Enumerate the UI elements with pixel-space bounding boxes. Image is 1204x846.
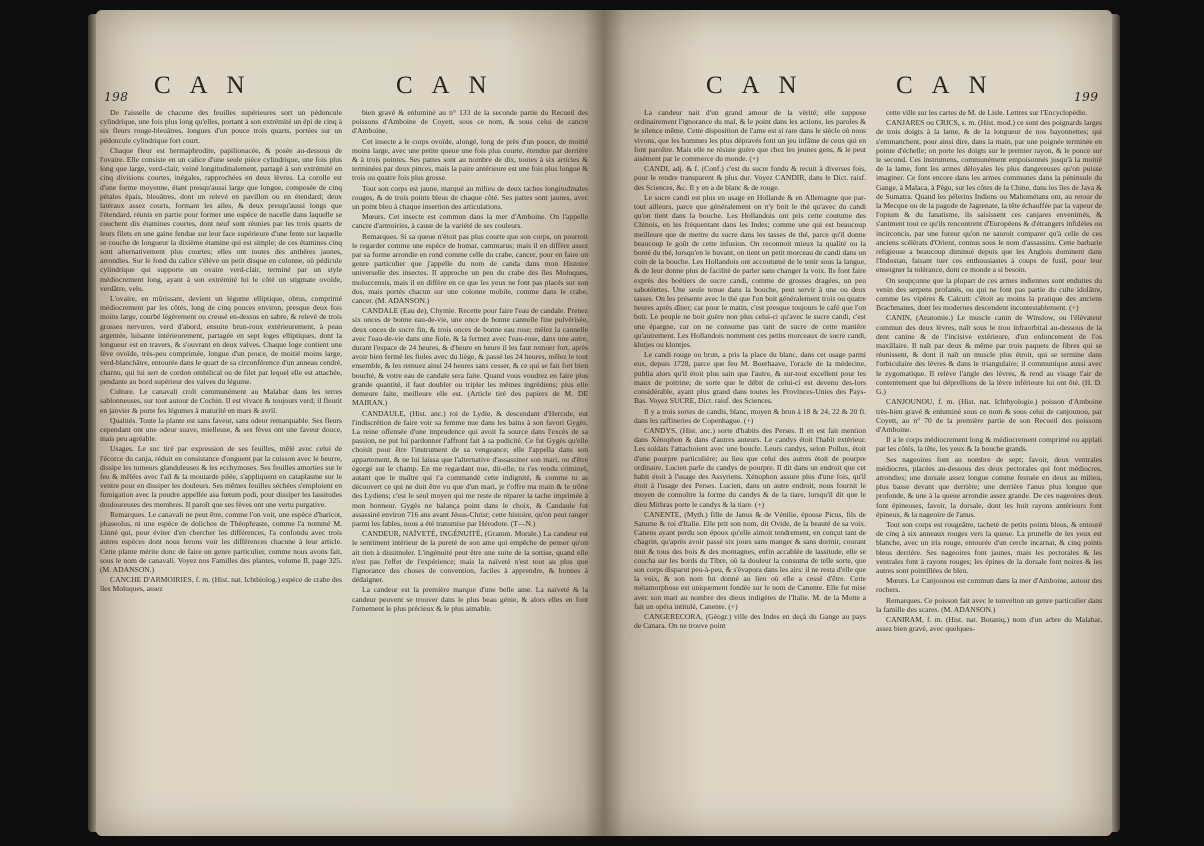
left-page-header bbox=[96, 68, 604, 102]
page-number: 199 bbox=[1074, 90, 1099, 104]
right-page bbox=[604, 10, 1112, 836]
paragraph: Le candi rouge ou brun, a pris la place du blanc, dans cet usage parmi eux, depuis 1728, parce que feu M. Boerhaave, l'oracle de la médecine, publia alors qu'il étoit plus sain que l'autre, & sur-tout excellent pour les maux de poitrine; de sorte que le débit de celui-ci est devenu des-lors considérable, ayant plus grand dans toutes les Provinces-Unies des Pays-Bas. Voyez SUCRE, Dict. raisf. des Sciences. bbox=[634, 350, 866, 406]
left-page-column-2 bbox=[352, 108, 588, 708]
paragraph: Ses nageoires font au nombre de sept; favoir, deux ventrales médiocres, placées au-dessous des deux pectorales qui font médiocres, arrondies; une dorsale assez longue comme festuée en deux au milieu, plus basse devant que derrière; une derrière l'anus plus longue que profonde, & une à la queue arrondie assez grande. De ces nageoires deux font épineuses, favoir, la dorsale, dont les huit rayons antérieurs font épineux, & la nageoire de l'anus. bbox=[876, 454, 1102, 519]
paragraph: La candeur nait d'un grand amour de la vérité; elle suppose ordinairement l'ignorance du mal, & le point dans les actions, les paroles & le silence même. Cette disposition de l'ame est si rare dans le siècle où nous vivons, que les hommes les plus dépravés font un jeu infâme de ceux qui en font paroître. Mais elle ne résiste guère que chez les jeunes gens, & le peut aisément par le commerce du monde. (+) bbox=[634, 108, 866, 164]
right-page-column-1 bbox=[634, 108, 866, 708]
paragraph: bien gravé & enluminé au n° 133 de la seconde partie du Recueil des poissons d'Amboine de Coyett, sous ce nom, & sous celui de cancre d'Amboine. bbox=[352, 108, 588, 136]
paragraph: Remarques. Ce poisson fait avec le tonvelton un genre particulier dans la famille des scares. (M. ADANSON.) bbox=[876, 595, 1102, 614]
left-page bbox=[96, 10, 604, 836]
paragraph: Qualités. Toute la plante est sans faveur, sans odeur remarquable. Ses fleurs cependant ont une odeur suave, mielleuse, & ses fèves ont une faveur douce, mais peu agréable. bbox=[100, 415, 342, 444]
paragraph: CANIN, (Anatomie.) Le muscle canin de Winslow, ou l'élévateur commun des deux lèvres, naît sous le trou infraorbital au-dessous de la dent canine & de l'incisive extérieure, d'un enfoncement de l'os maxillaire. Il naît par deux & même par trois paquets de fibres qui se réunissent, & dont il naît un muscle plus étroit, qui se termine dans l'orbiculaire des lèvres & dans le triangulaire; il communique aussi avec le zygomatique. Il relève l'angle des lèvres, & rend au visage l'air de contentement que lui déprellions de la lèvre inférieure lui ont ôté. (H. D. G.) bbox=[876, 313, 1102, 397]
running-head-left: C A N bbox=[154, 72, 252, 99]
left-page-column-1 bbox=[100, 108, 342, 708]
paragraph: CANDALE (Eau de), Chymie. Recette pour faire l'eau de candale. Prenez six onces de bonne eau-de-vie, une once de bonne cannelle fine pulvérisée, deux onces de sucre fin, & trois onces de bonne eau rose; mêlez la cannelle avec l'eau-de-vie dans une fiole, & la fermez avec l'eau-rose, dans une autre, durant l'espace de 24 heures, & d'heure en heure il les faut remuer fort, après avoir bien fermé les fioles avec du liège, & passé les 24 heures, mêlez le tout ensemble, & les remuez ainsi 24 heures sans cesser, & ce qui se fait fort bien bouché, & votre eau de candale sera faite. Quand vous voudrez en faire plus grande quantité, il faut doubler ou tripler les mêmes ingrédiens; plus elle demeure faite, meilleure elle est. (Article tiré des papiers de M. DE MAIRAN.) bbox=[352, 306, 588, 408]
paragraph: Il y a trois sortes de candis, blanc, moyen & brun à 18 & 24, 22 & 20 fl. dans les raffineries de Copenhague. (+) bbox=[634, 406, 866, 425]
paragraph: Tout son corps est rougeâtre, tacheté de petits points bleus, & entouré de cinq à six anneaux rouges vers la queue. La prunelle de les yeux est blanche, avec un iris rouge, entourée d'un cercle incarnat, & cinq points bleus derrière. Ses nageoires font jaunes, mais les pectorales & les ventrales font à rayons rouges; les épines de la dorsale font noires & les autres sont pointillées de bleu. bbox=[876, 519, 1102, 575]
paragraph: Usages. Le suc tiré par expression de ses feuilles, mêlé avec celui de l'écorce du canja, réduit en consistance d'onguent par la cuisson avec le beurre, dissipe les tumeurs glanduleuses & les ecchymoses. Ses feuilles amorties sur le feu & mêlées avec l'ail & la moutarde pilée, s'appliquent en cataplasme sur le ventre pour en dissiper les douleurs. Ses mêmes feuilles séchées s'emploient en fumigation avec la poudre appellée asa fœtum podi, pour dissiper les lassitudes douloureuses des membres. Il paroît que ses fèves ont une vertu purgative. bbox=[100, 444, 342, 509]
page-number: 198 bbox=[104, 90, 129, 104]
running-head-right: C A N bbox=[896, 72, 994, 99]
paragraph: Le sucre candi est plus en usage en Hollande & en Allemagne que par-tout ailleurs, parce que généralement on n'y boit le thé qu'avec du candi qu'on tient dans la bouche. Les Hollandois ont pris cette coutume des Chinois, en les fréquentant dans les Indes; comme une qui est beaucoup meilleure que de mettre du sucre dans les tasses de thé, parce qu'il donne beaucoup le goût de cette infusion. On reconnoit mieux la qualité ou la bonté du thé, lorsqu'en le buvant, on tient un petit morceau de candi dans un coin de la bouche. Les Hollandois ont accoutumé de le tenir sous la langue, & de leur donne plus de facilité de parler sans changer la voix. Ils font faire exprès des boëtiers de sucre candi, comme de grosses dragées, un peu sabotéettes. Une seule tenue dans la bouche, peut servir à une ou deux tasses. On les présente avec le thé que l'on boit généralement trois ou quatre heures après dîner; car pour le matin, c'est presque toujours le café que l'on boit. Le peuple ne boit guère non plus celui-ci qu'avec le sucre candi, c'est une épargne, car on ne consume pas tant de sucre de cette manière qu'autrement. Les Hollandois nomment ces petits morceaux de sucre candi, klutjes ou klontjes. bbox=[634, 192, 866, 350]
running-head-right: C A N bbox=[396, 72, 494, 99]
paragraph: Mœurs. Le Canjounou est commun dans la mer d'Amboine, autour des rochers. bbox=[876, 576, 1102, 595]
paragraph: CANIRAM, f. m. (Hist. nat. Botaniq.) nom d'un arbre du Malabar, assez bien gravé, avec quelques- bbox=[876, 614, 1102, 634]
paragraph: CANDI, adj. & f. (Conf.) c'est du sucre fondu & recuit à diverses fois, pour le rendre transparent & plus dur. Voyez CANDIR, dans le Dict. raisf. des Sciences, &c. Il y en a de blanc & de rouge. bbox=[634, 164, 866, 192]
paragraph: CANDYS, (Hist. anc.) sorte d'habits des Perses. Il en est fait mention dans Xénophon & dans d'autres auteurs. Le candys étoit l'habit extérieur. Les soldats l'attachoient avec une boucle. Leurs candys, selon Pollux, étoit d'une pourpre particulière; au lieu que celui des autres étoit de pourpre ordinaire. Lucien parle du candys de pourpre. Il dit dans un endroit que cet habit étoit à l'usage des Assyriens. Xénophon assure plus d'une fois, qu'il étoit à l'usage des Perses. Lucien, dans un autre endroit, nous fournit le moyen de connoître la forme du candys & de la tiare, lorsqu'il dit que le dieu Mithras porte le candys & la tiare. (+) bbox=[634, 425, 866, 509]
paragraph: cette ville sur les cartes de M. de Lisle. Lettres sur l'Encyclopédie. bbox=[886, 108, 1088, 117]
paragraph: CANDEUR, NAÏVETÉ, INGÉNUITÉ, (Gramm. Morale.) La candeur est le sentiment intérieur de la pureté de son ame qui empêche de penser qu'on ait rien à dissimuler. L'ingénuité peut être une suite de la sottise, quand elle n'est pas l'effet de l'expérience; mais la naïveté n'est tout au plus que l'ignorance des choses de convention, faciles à apprendre, & bonnes à dédaigner. bbox=[352, 529, 588, 585]
right-page-header bbox=[604, 68, 1112, 102]
paragraph: Remarques. Si sa queue n'étoit pas plus courte que son corps, on pourroit le regarder comme une espèce de homar, cammarus; mais il en diffère assez par sa forme arrondie en rond comme celle du crabe, cancer, pour en faire un genre particulier que j'appelle du nom de canda dans mon Histoire universelle des insectes. Il approche un peu du crabe des îles Moluques, moluccensis, mais il en diffère en ce que les yeux ne font pas placés sur son dos, mais portés chacun sur une colonne mobile, comme dans le crabe, cancer. (M. ADANSON.) bbox=[352, 231, 588, 306]
paragraph: L'ovaire, en mûrissant, devient un légume elliptique, obtus, comprimé médiocrement par les côtés, long de cinq pouces environ, presque deux fois moins large, courbé légèrement ou creusé en-dessus en sabre, & relevé de trois grosses nervures, verd d'abord, ensuite brun-roux extérieurement, à peau argentée, luisante intérieurement, partagée en sept loges elliptiques, dont la longueur est en travers, & s'ouvrant en deux valves. Chaque loge contient une fève ovoïde, très-peu comprimée, longue d'un pouce, de moitié moins large, verd-blanchâtre, entourée dans le quart de sa circonférence d'un anneau cendré, charnu, qui lui sert de cordon ombilical ou de filet par lequel elle est attachée, pendante au bord supérieur des valves du légume. bbox=[100, 294, 342, 386]
paragraph: Remarques. Le canavali ne peut être, comme l'on voit, une espèce d'haricot, phaseolus, ni une espèce de dolichos de Théophraste, comme l'a nommé M. Linné qui, pour éviter d'en chercher les différences, l'a confondu avec trois autres espèces dont nous ferons voir les différences chacune à leur article. Cette plante mérite donc de faire un genre particulier, comme nous avons fait, sous le nom de canavali. Voyez nos Familles des plantes, volume II, page 325. (M. ADANSON.) bbox=[100, 509, 342, 574]
running-head-left: C A N bbox=[706, 72, 804, 99]
paragraph: Il a le corps médiocrement long & médiocrement comprimé ou applati par les côtés, la tête, les yeux & la bouche grands. bbox=[876, 435, 1102, 454]
paragraph: Cet insecte a le corps ovoïde, alongé, long de près d'un pouce, de moitié moins large, avec une petite queue une fois plus courte, étendue par derrière & à trois pointes. Ses pattes sont au nombre de dix, toutes à six articles & terminées par deux pinces, mais la paire antérieure est une fois plus longue & trois ou quatre fois plus grosse. bbox=[352, 136, 588, 183]
paragraph: On soupçonne que la plupart de ces armes indiennes sont enduites du venin des serpens profanés, ou qui ne font pas partie du culte idolâtre, comme les vipères & Calcutt: c'étoit au moins la pratique des anciens Brachmanes, dont les modernes descendent incontestablement. (+) bbox=[876, 275, 1102, 313]
paragraph: La candeur est la première marque d'une belle ame. La naïveté & la candeur peuvent se trouver dans le plus beau génie, & alors elles en font l'ornement le plus précieux & le plus aimable. bbox=[352, 585, 588, 613]
right-page-column-2 bbox=[876, 108, 1102, 708]
paragraph: Tout son corps est jaune, marqué au milieu de deux taches longitudinales rouges, & de trois points bleus de chaque côté. Ses pattes sont jaunes, avec un point bleu à chaque insertion des articulations. bbox=[352, 183, 588, 212]
paragraph: De l'aisselle de chacune des feuilles supérieures sort un pédoncule cylindrique, une fois plus long qu'elles, portant à son extrémité un épi de cinq à six fleurs rouge-bleuâtres, longues d'un pouce trois quarts, portées sur un pédoncule cylindrique fort court. bbox=[100, 108, 342, 145]
paragraph: CANGERECORA, (Géogr.) ville des Indes en deçà du Gange au pays de Canara. On ne trouve point bbox=[634, 611, 866, 631]
paragraph: Chaque fleur est hermaphrodite, papilionacée, & posée au-dessous de l'ovaire. Elle consiste en un calice d'une seule pièce cylindrique, une fois plus long que large, verd-clair, veiné longitudinalement, partagé à son extrémité en cinq divisions courtes, inégales, rapprochées en deux lèvres. La corolle est d'une forme moyenne, étant presqu'aussi large que longue, composée de cinq pétales épais, bleuâtres, dont un relevé en pavillon ou en étendard; deux latéraux assez courts, formant les ailes, & deux presqu'aussi longs que l'étendard, réunis en partie pour former une espèce de nacelle dans laquelle se couchent dix étamines courtes, dont neuf sont réunies par les trois quarts de leurs filets en une gaine fendue sur leur face supérieure d'une fente sur laquelle se couche de longueur la dixième étamine qui est simple; de ces étamines cinq sont alternativement plus courtes; elles ont toutes des anthères jaunes, arrondies. Sur le fond du calice s'élève un petit disque en colonne, où pédicule cylindrique qui supporte un ovaire verd-clair, terminé par un style médiocrement long, ayant à son extrémité lui le côté un stigmate ovoïde, verdâtre, velu. bbox=[100, 145, 342, 293]
paragraph: CANJOUNOU, f. m. (Hist. nat. Ichthyologie.) poisson d'Amboine très-bien gravé & enluminé sous ce nom & sous celui de canjounou, par Coyett, au n° 70 de la première partie de son Recueil des poissons d'Amboine. bbox=[876, 397, 1102, 434]
paragraph: Culture. Le canavali croît communément au Malabar dans les terres sablonneuses, sur tout autour de Cochin. Il est vivace & toujours verd; il fleurit en janvier & porte fes légumes à maturité en mars & avril. bbox=[100, 387, 342, 415]
paragraph: Mœurs. Cet insecte est commun dans la mer d'Amboine. On l'appelle cancre d'armoiries, à cause de la variété de ses couleurs. bbox=[352, 212, 588, 231]
paragraph: CANJARES ou CRICS, s. m. (Hist. mod.) ce sont des poignards larges de trois doigts à la lame, & de la longueur de nos bayonnettes; qui s'emmanchent, pour ainsi dire, dans la main, par une poignée terminée en pointe d'échelle; on porte les doigts sur le premier rayon, & le pouce sur le second. Ces instrumens, communément empoisonnés jusqu'à la moitié de la lame, font les armes déloyales les plus dangereuses qu'on puisse imaginer. Ce font encore dans les armes communes dans la péninsule du Gange, à Malaca, à Pégu, sur les côtes de la Chine, dans les îles de Java & de Sumatra. Quand les pèlerins Indiens ou Mahométans ont, au retour de la Mecque ou de la pagode de Jagrenate, la tête échauffée par la vapeur de l'opium & du fanatisme, ils saisissent ces canjares envenimés, & s'animent tout ce qu'ils rencontrent d'Européens & d'étrangers infidèles ou incirconcis, par une fureur qu'on ne sauroit comparer qu'à celle de ces anciens scélérats d'Orient, connus sous le nom d'assassins. Cette barbarie religieuse a beaucoup diminué depuis que les Anglois dominent dans l'Indostan, faisant tuer ces enthousiastes à coups de fusil, pour leur enseigner la tolérance, dont ce monde a si besoin. bbox=[876, 118, 1102, 275]
paragraph: CANCHE D'ARMOIRIES, f. m. (Hist. nat. Ichthiolog.) espèce de crabe des îles Moluques, assez bbox=[100, 575, 342, 594]
paragraph: CANENTE, (Myth.) fille de Janus & de Vénilie, épouse Picus, fils de Saturne & roi d'Italie. Elle prit son nom, dit Ovide, de la beauté de sa voix. Canens ayant perdu son époux qu'elle aimoit tendrement, en conçut tant de chagrin, qu'après avoir passé six jours sans manger & sans dormir, courant nuit & tous des bois & des montagnes, enfin accablée de lassitude, elle se coucha sur les bords du Tibre, où la douleur la consuma de telle sorte, que son corps disparut peu-à-peu, & s'évapora dans les airs: il ne resta d'elle que la voix, & son nom fut donné au lieu où elle a cessé d'être. Cette métamorphose est uniquement fondée sur le nom de Canente. Elle fut mise avec son mari au nombre des dieux indigètes de l'Italie. M. de la Motte a fait un opéra intitulé, Canente. (+) bbox=[634, 509, 866, 611]
paragraph: CANDAULE, (Hist. anc.) roi de Lydie, & descendant d'Hercule, eut l'indiscrétion de faire voir sa femme nue dans les bains à son favori Gygès. La reine offensée d'une imprudence qui avoit fa source dans l'excès de sa passion, ne put lui pardonner l'affront fait à sa pudicité. Ce fut Gygès qu'elle choisit pour être l'instrument de sa vengeance; elle l'appella dans son appartement, & ne lui laissa que l'alternative d'assassiner son mari, ou d'être égorgé sur le champ. En me regardant nue, dit-elle, tu t'es rendu criminel, autant que le maître qui t'a commandé cette indignité, & comme tu as découvert ce qui ne doit être vu que d'un mari, je t'offre ma main & le trône des Lydiens; c'est le seul moyen qui me reste de réparer la tache imprimée à mon honneur. Gygès ne balança point dans le choix, & Candaule fut assassiné environ 716 ans avant Jésus-Christ; cette histoire, qu'on peut ranger parmi les fables, nous a été transmise par Hérodote. (T—N.) bbox=[352, 408, 588, 528]
